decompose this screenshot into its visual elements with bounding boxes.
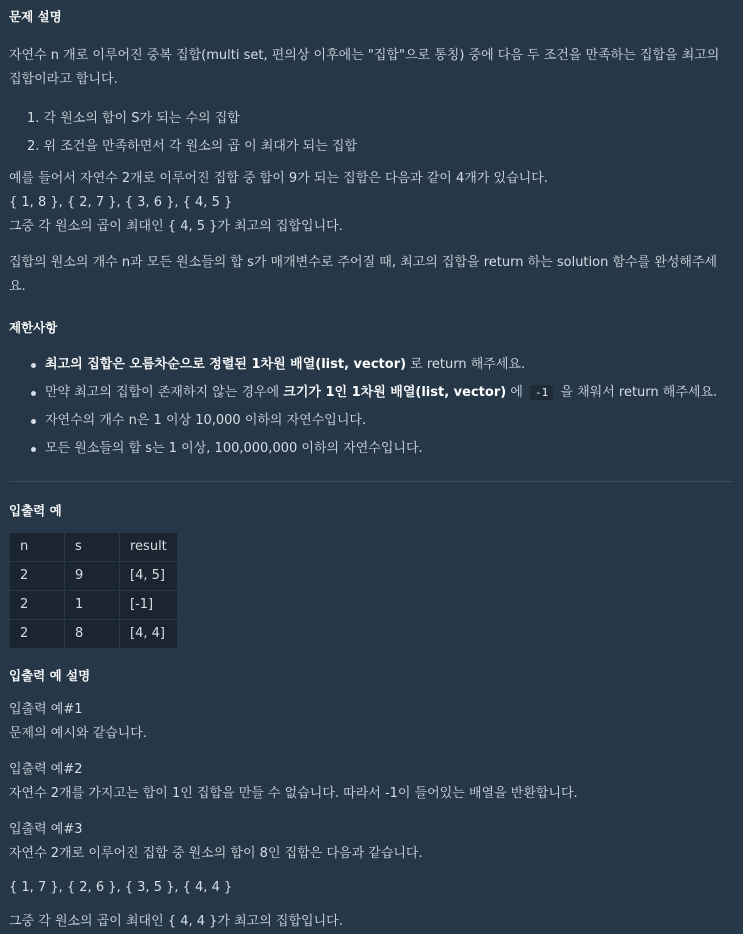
condition-item: 2. 위 조건을 만족하면서 각 원소의 곱 이 최대가 되는 집합: [27, 139, 358, 155]
io-example-title: 입출력 예: [9, 503, 62, 519]
problem-intro: 자연수 n 개로 이루어진 중복 집합(multi set, 편의상 이후에는 "집합"으로 통칭) 중에 다음 두 조건을 만족하는 집합을 최고의 집합이라고 합니다.: [9, 48, 720, 88]
constraint-bold: 최고의 집합은 오름차순으로 정렬된 1차원 배열(list, vector): [45, 357, 407, 373]
section-divider: [9, 481, 733, 482]
example-subtitle: 입출력 예#1: [9, 701, 83, 717]
table-cell: 1: [65, 591, 120, 620]
table-cell: 2: [10, 562, 65, 591]
table-header-result: result: [120, 533, 178, 562]
constraints-list: [9, 351, 733, 463]
constraints-title: 제한사항: [9, 320, 58, 336]
table-header-n: n: [10, 533, 65, 562]
condition-item: 1. 각 원소의 합이 S가 되는 수의 집합: [27, 111, 240, 127]
example-subtitle: 입출력 예#3: [9, 821, 83, 837]
task-statement: 집합의 원소의 개수 n과 모든 원소들의 합 s가 매개변수로 주어질 때, 최고의 집합을 return 하는 solution 함수를 완성해주세요.: [9, 255, 718, 295]
example-text: 자연수 2개로 이루어진 집합 중 원소의 합이 8인 집합은 다음과 같습니다.: [9, 845, 423, 861]
constraint-bold: 크기가 1인 1차원 배열(list, vector): [283, 385, 507, 401]
example-block: [9, 167, 733, 239]
io-example-table: [9, 532, 178, 649]
io-explanation-1: [9, 698, 733, 746]
example-subtitle: 입출력 예#2: [9, 761, 83, 777]
constraint-text: 로 return 해주세요.: [406, 357, 526, 373]
table-cell: [-1]: [120, 591, 178, 620]
table-cell: [4, 5]: [120, 562, 178, 591]
constraint-item: 모든 원소들의 합 s는 1 이상, 100,000,000 이하의 자연수입니다.: [31, 435, 733, 463]
constraint-text: 만약 최고의 집합이 존재하지 않는 경우에: [45, 385, 284, 401]
constraint-text: 에: [506, 385, 528, 401]
example-sets: { 1, 7 }, { 2, 6 }, { 3, 5 }, { 4, 4 }: [9, 879, 233, 895]
table-cell: 2: [10, 620, 65, 649]
example-best: 그중 각 원소의 곱이 최대인 { 4, 5 }가 최고의 집합입니다.: [9, 219, 343, 235]
example-best: 그중 각 원소의 곱이 최대인 { 4, 4 }가 최고의 집합입니다.: [9, 913, 343, 929]
example-text: 자연수 2개를 가지고는 합이 1인 집합을 만들 수 없습니다. 따라서 -1이 들어있는 배열을 반환합니다.: [9, 785, 578, 801]
table-cell: 8: [65, 620, 120, 649]
table-cell: 2: [10, 591, 65, 620]
table-row: [10, 591, 178, 620]
table-row: [10, 620, 178, 649]
constraint-item: 자연수의 개수 n은 1 이상 10,000 이하의 자연수입니다.: [31, 407, 733, 435]
table-cell: [4, 4]: [120, 620, 178, 649]
table-cell: 9: [65, 562, 120, 591]
condition-list: [9, 105, 733, 161]
table-header-row: [10, 533, 178, 562]
io-explanation-title: 입출력 예 설명: [9, 668, 91, 684]
constraint-text: 을 채워서 return 해주세요.: [556, 385, 718, 401]
io-explanation-2: [9, 758, 733, 806]
example-text: 문제의 예시와 같습니다.: [9, 725, 147, 741]
table-header-s: s: [65, 533, 120, 562]
example-line: 예를 들어서 자연수 2개로 이루어진 집합 중 합이 9가 되는 집합은 다음과 같이 4개가 있습니다.: [9, 171, 548, 187]
io-explanation-3: [9, 818, 733, 934]
problem-title: 문제 설명: [9, 9, 62, 24]
constraint-item: [31, 351, 733, 379]
code-snippet: -1: [530, 385, 553, 400]
constraint-item: [31, 379, 733, 407]
table-row: [10, 562, 178, 591]
example-sets: { 1, 8 }, { 2, 7 }, { 3, 6 }, { 4, 5 }: [9, 195, 233, 211]
